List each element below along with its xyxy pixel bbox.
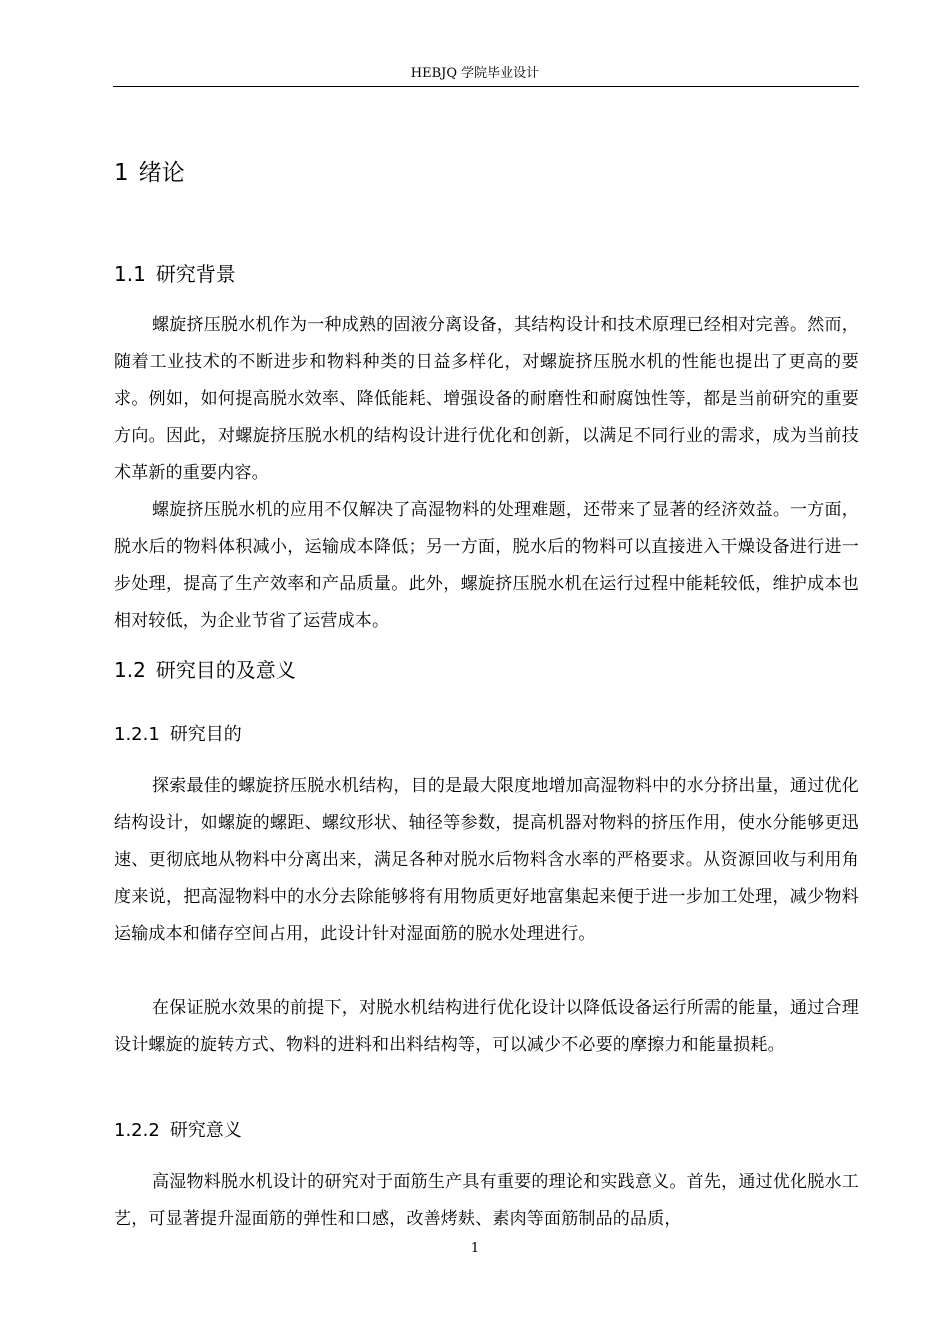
header-rule — [113, 86, 859, 87]
section-number: 1.1 — [114, 262, 146, 286]
paragraph-purpose-1: 探索最佳的螺旋挤压脱水机结构，目的是最大限度地增加高湿物料中的水分挤出量，通过优化结构设计，如螺旋的螺距、螺纹形状、轴径等参数，提高机器对物料的挤压作用，使水分能够更迅速、更彻底地从物料中分离出来，满足各种对脱水后物料含水率的严格要求。从资源回收与利用角度来说，把高湿物料中的水分去除能够将有用物质更好地富集起来便于进一步加工处理，减少物料运输成本和储存空间占用，此设计针对湿面筋的脱水处理进行。 — [114, 776, 859, 944]
section-number: 1.2 — [114, 658, 146, 682]
subsection-number: 1.2.2 — [114, 1120, 160, 1141]
subsection-title: 研究意义 — [169, 1120, 242, 1141]
section-heading-1-1 — [114, 261, 236, 287]
subsection-title: 研究目的 — [169, 724, 242, 745]
paragraph-significance-1: 高湿物料脱水机设计的研究对于面筋生产具有重要的理论和实践意义。首先，通过优化脱水工艺，可显著提升湿面筋的弹性和口感，改善烤麸、素肉等面筋制品的品质， — [114, 1172, 859, 1229]
page-number: 1 — [470, 1241, 480, 1256]
chapter-heading — [114, 158, 185, 188]
section-title: 研究目的及意义 — [155, 658, 296, 682]
paragraph-purpose-2: 在保证脱水效果的前提下，对脱水机结构进行优化设计以降低设备运行所需的能量，通过合理设计螺旋的旋转方式、物料的进料和出料结构等，可以减少不必要的摩擦力和能量损耗。 — [114, 998, 859, 1055]
paragraph-background-1: 螺旋挤压脱水机作为一种成熟的固液分离设备，其结构设计和技术原理已经相对完善。然而，随着工业技术的不断进步和物料种类的日益多样化，对螺旋挤压脱水机的性能也提出了更高的要求。例如，如何提高脱水效率、降低能耗、增强设备的耐磨性和耐腐蚀性等，都是当前研究的重要方向。因此，对螺旋挤压脱水机的结构设计进行优化和创新，以满足不同行业的需求，成为当前技术革新的重要内容。 — [114, 315, 859, 483]
chapter-number: 1 — [114, 160, 129, 186]
subsection-heading-1-2-2 — [114, 1119, 242, 1143]
chapter-title: 绪论 — [138, 160, 185, 186]
paragraph-background-2: 螺旋挤压脱水机的应用不仅解决了高湿物料的处理难题，还带来了显著的经济效益。一方面，脱水后的物料体积减小，运输成本降低；另一方面，脱水后的物料可以直接进入干燥设备进行进一步处理，提高了生产效率和产品质量。此外，螺旋挤压脱水机在运行过程中能耗较低，维护成本也相对较低，为企业节省了运营成本。 — [114, 500, 859, 631]
subsection-number: 1.2.1 — [114, 724, 160, 745]
section-title: 研究背景 — [155, 262, 236, 286]
subsection-heading-1-2-1 — [114, 723, 242, 747]
section-heading-1-2 — [114, 657, 296, 683]
header-title: HEBJQ 学院毕业设计 — [410, 66, 540, 81]
